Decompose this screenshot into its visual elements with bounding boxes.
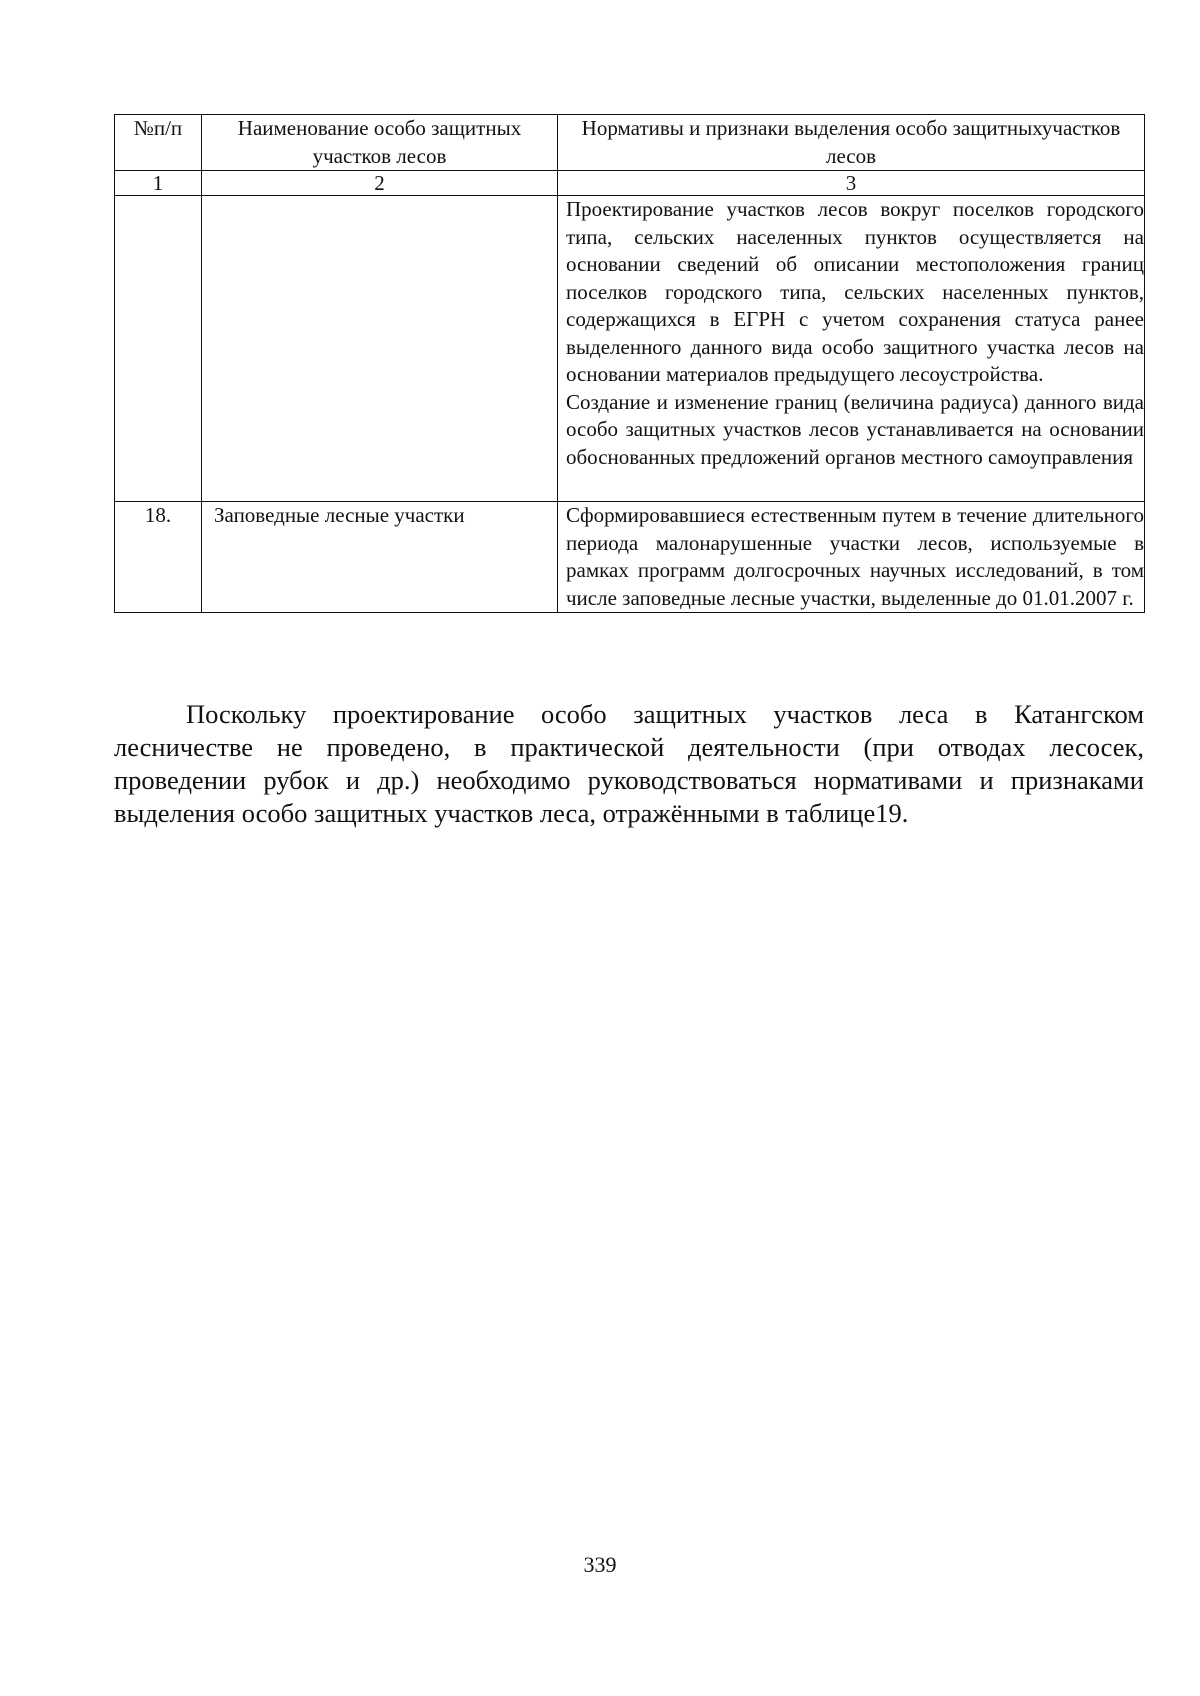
row-area-name	[202, 196, 558, 502]
table-row	[115, 502, 1145, 613]
page-number: 339	[583, 1552, 617, 1577]
header-area-name: Наименование особо защитных участков лесов	[202, 115, 558, 171]
criteria-paragraph: Сформировавшиеся естественным путем в течение длительного периода малонарушенные участки лесов, используемые в рамках программ долгосрочных научных исследований, в том числе заповедные лесные участки, выделенные до 01.01.2007 г.	[566, 503, 1144, 610]
column-number-2: 2	[202, 171, 558, 196]
table-row	[115, 196, 1145, 502]
row-criteria	[558, 196, 1145, 502]
column-numbers-row	[115, 171, 1145, 196]
body-paragraph: Поскольку проектирование особо защитных участков леса в Катангском лесничестве не проведено, в практической деятельности (при отводах лесосек, проведении рубок и др.) необходимо руководствоваться нормативами и признаками выделения особо защитных участков леса, отражёнными в таблице19.	[114, 699, 1144, 828]
criteria-paragraph: Проектирование участков лесов вокруг поселков городского типа, сельских населенных пунктов осуществляется на основании сведений об описании местоположения границ поселков городского типа, сельских населенных пунктов, содержащихся в ЕГРН с учетом сохранения статуса ранее выделенного данного вида особо защитного участка лесов на основании материалов предыдущего лесоустройства.	[566, 197, 1144, 386]
header-number: №п/п	[115, 115, 202, 171]
row-criteria	[558, 502, 1145, 613]
criteria-paragraph: Создание и изменение границ (величина радиуса) данного вида особо защитных участков лесов устанавливается на основании обоснованных предложений органов местного самоуправления	[566, 389, 1144, 469]
row-number: 18.	[115, 502, 202, 613]
header-criteria: Нормативы и признаки выделения особо защитныхучастков лесов	[558, 115, 1145, 171]
column-number-3: 3	[558, 171, 1145, 196]
table-header-row	[115, 115, 1145, 171]
row-number	[115, 196, 202, 502]
column-number-1: 1	[115, 171, 202, 196]
protective-areas-table	[114, 114, 1145, 613]
row-area-name: Заповедные лесные участки	[202, 502, 558, 613]
